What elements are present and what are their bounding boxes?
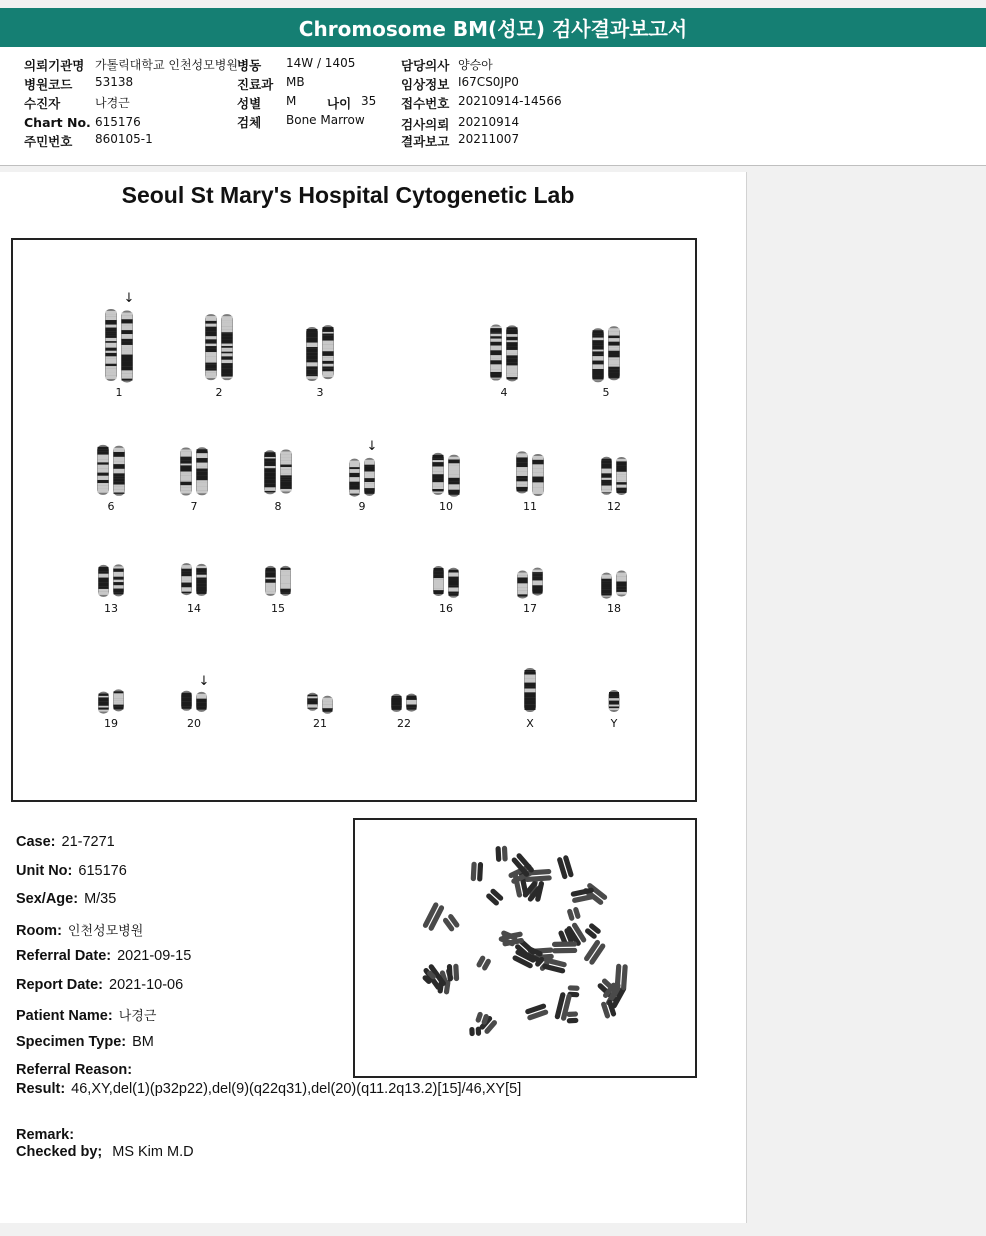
info-label-resident-no: 주민번호 <box>24 134 73 149</box>
karyogram-image <box>11 238 697 802</box>
chromosome-17 <box>517 568 543 599</box>
room-label: Room: <box>16 923 62 939</box>
metaphase-spread-drawing <box>355 820 695 1076</box>
deletion-arrow-icon: ↓ <box>198 674 210 689</box>
chromosome-label-2: 2 <box>215 386 223 399</box>
chromosome-19 <box>98 689 124 713</box>
chromosome-11 <box>516 451 544 496</box>
report-date-row <box>16 977 183 993</box>
info-value-ward: 14W / 1405 <box>286 56 356 70</box>
report-title-bar <box>0 8 986 47</box>
info-value-physician: 양승아 <box>458 58 493 72</box>
case-row <box>16 834 115 850</box>
chromosome-label-12: 12 <box>607 500 621 513</box>
metaphase-chromosome <box>495 846 507 862</box>
info-label-patient: 수진자 <box>24 96 61 111</box>
chromosome-label-5: 5 <box>602 386 610 399</box>
chromosome-21 <box>307 693 333 714</box>
chromosome-label-13: 13 <box>104 602 118 615</box>
info-label-institution: 의뢰기관명 <box>24 58 85 73</box>
info-label-ward: 병동 <box>237 58 262 73</box>
case-value: 21-7271 <box>61 834 115 850</box>
chromosome-2 <box>205 314 233 380</box>
info-value-hospital-code: 53138 <box>95 75 134 89</box>
sexage-label: Sex/Age: <box>16 891 79 907</box>
info-label-specimen: 검체 <box>237 115 262 130</box>
chromosome-label-19: 19 <box>104 717 118 730</box>
patient-name-row <box>16 1005 156 1024</box>
info-value-specimen: Bone Marrow <box>286 113 365 127</box>
chromosome-label-17: 17 <box>523 602 537 615</box>
chromosome-6 <box>97 445 125 496</box>
chromosome-label-21: 21 <box>313 717 327 730</box>
chromosome-16 <box>433 566 459 598</box>
chromosome-12 <box>601 457 627 495</box>
report-date-value: 2021-10-06 <box>109 977 184 993</box>
unit-label: Unit No: <box>16 863 73 879</box>
karyogram-drawing <box>13 240 695 800</box>
info-label-chart-no: Chart No. <box>24 115 91 130</box>
info-value-resident-no: 860105-1 <box>95 132 153 146</box>
referral-date-value: 2021-09-15 <box>117 948 192 964</box>
referral-reason-row <box>16 1062 138 1078</box>
metaphase-chromosome <box>570 887 595 903</box>
info-value-patient: 나경근 <box>95 96 130 110</box>
info-label-physician: 담당의사 <box>401 58 450 73</box>
metaphase-chromosome <box>422 901 445 931</box>
metaphase-chromosome <box>566 906 581 921</box>
chromosome-label-20: 20 <box>187 717 201 730</box>
metaphase-chromosome <box>556 855 574 880</box>
metaphase-chromosome <box>542 957 568 974</box>
chromosome-label-7: 7 <box>190 500 198 513</box>
chromosome-18 <box>601 571 627 599</box>
metaphase-chromosome <box>442 913 461 932</box>
result-label: Result: <box>16 1081 66 1097</box>
specimen-type-row <box>16 1034 154 1050</box>
report-title: Chromosome BM(성모) 검사결과보고서 <box>298 17 688 41</box>
unit-row <box>16 863 127 879</box>
referral-reason-label: Referral Reason: <box>16 1062 133 1078</box>
metaphase-chromosome <box>471 862 484 882</box>
chromosome-label-x: X <box>526 717 534 730</box>
referral-date-row <box>16 948 191 964</box>
checked-by-row <box>16 1144 194 1160</box>
chromosome-22 <box>391 694 417 712</box>
metaphase-chromosome <box>552 941 577 953</box>
info-label-result-date: 결과보고 <box>401 134 450 149</box>
chromosome-y <box>609 690 620 712</box>
info-value-clinical-info: I67CS0JP0 <box>458 75 519 89</box>
checked-by-value: MS Kim M.D <box>112 1144 194 1160</box>
metaphase-chromosome <box>615 964 628 991</box>
chromosome-label-8: 8 <box>274 500 282 513</box>
info-value-department: MB <box>286 75 305 89</box>
info-label-request-date: 검사의뢰 <box>401 117 450 132</box>
chromosome-x <box>524 668 536 712</box>
chromosome-14 <box>181 563 207 596</box>
info-value-request-date: 20210914 <box>458 115 520 129</box>
metaphase-chromosome <box>583 939 606 966</box>
unit-value: 615176 <box>78 863 127 879</box>
chromosome-label-10: 10 <box>439 500 453 513</box>
sexage-value: M/35 <box>84 891 117 907</box>
info-value-sex: M <box>286 94 297 108</box>
chromosome-1 <box>105 309 133 383</box>
case-label: Case: <box>16 834 56 850</box>
specimen-type-value: BM <box>132 1034 154 1050</box>
chromosome-label-4: 4 <box>500 386 508 399</box>
room-row <box>16 920 143 939</box>
metaphase-chromosome <box>525 1003 549 1021</box>
cytogenetic-report <box>0 172 747 1223</box>
result-row <box>16 1081 521 1097</box>
chromosome-8 <box>264 449 292 494</box>
chromosome-15 <box>265 566 291 596</box>
info-label-accession-no: 접수번호 <box>401 96 450 111</box>
chromosome-label-9: 9 <box>358 500 366 513</box>
deletion-arrow-icon: ↓ <box>123 291 135 306</box>
patient-info-panel <box>0 47 986 166</box>
info-value-chart-no: 615176 <box>95 115 141 129</box>
info-label-age: 나이 <box>327 96 352 111</box>
chromosome-label-18: 18 <box>607 602 621 615</box>
info-label-hospital-code: 병원코드 <box>24 77 73 92</box>
chromosome-10 <box>432 453 460 497</box>
info-label-clinical-info: 임상정보 <box>401 77 450 92</box>
info-value-result-date: 20211007 <box>458 132 520 146</box>
lab-title: Seoul St Mary's Hospital Cytogenetic Lab <box>121 182 575 208</box>
chromosome-label-22: 22 <box>397 717 411 730</box>
chromosome-3 <box>306 325 334 381</box>
chromosome-4 <box>490 325 518 382</box>
checked-by-label: Checked by; <box>16 1144 103 1160</box>
referral-date-label: Referral Date: <box>16 948 112 964</box>
info-value-accession-no: 20210914-14566 <box>458 94 562 108</box>
report-date-label: Report Date: <box>16 977 104 993</box>
info-value-age: 35 <box>361 94 377 108</box>
patient-name-value: 나경근 <box>118 1009 157 1024</box>
chromosome-label-6: 6 <box>107 500 115 513</box>
metaphase-chromosome <box>469 1027 481 1037</box>
chromosome-label-15: 15 <box>271 602 285 615</box>
deletion-arrow-icon: ↓ <box>366 439 378 454</box>
chromosome-9 <box>349 458 375 497</box>
metaphase-image <box>353 818 697 1078</box>
chromosome-7 <box>180 447 208 495</box>
result-value: 46,XY,del(1)(p32p22),del(9)(q22q31),del(20)(q11.2q13.2)[15]/46,XY[5] <box>71 1081 522 1097</box>
specimen-type-label: Specimen Type: <box>16 1034 127 1050</box>
info-value-institution: 가톨릭대학교 인천성모병원 <box>95 58 238 72</box>
metaphase-chromosome <box>566 1011 578 1023</box>
info-label-sex: 성별 <box>237 96 262 111</box>
sexage-row <box>16 891 116 907</box>
metaphase-chromosome <box>584 922 602 940</box>
chromosome-label-3: 3 <box>316 386 324 399</box>
info-label-department: 진료과 <box>237 77 274 92</box>
chromosome-13 <box>98 564 124 597</box>
chromosome-label-11: 11 <box>523 500 537 513</box>
chromosome-label-16: 16 <box>439 602 453 615</box>
remark-label: Remark: <box>16 1127 75 1143</box>
chromosome-label-1: 1 <box>115 386 123 399</box>
chromosome-5 <box>592 326 620 382</box>
chromosome-label-14: 14 <box>187 602 201 615</box>
remark-row <box>16 1127 80 1143</box>
metaphase-chromosome <box>476 955 492 972</box>
chromosome-20 <box>181 691 207 712</box>
room-value: 인천성모병원 <box>67 924 144 939</box>
metaphase-chromosome <box>485 888 504 907</box>
chromosome-label-y: Y <box>610 717 618 730</box>
patient-name-label: Patient Name: <box>16 1008 113 1024</box>
